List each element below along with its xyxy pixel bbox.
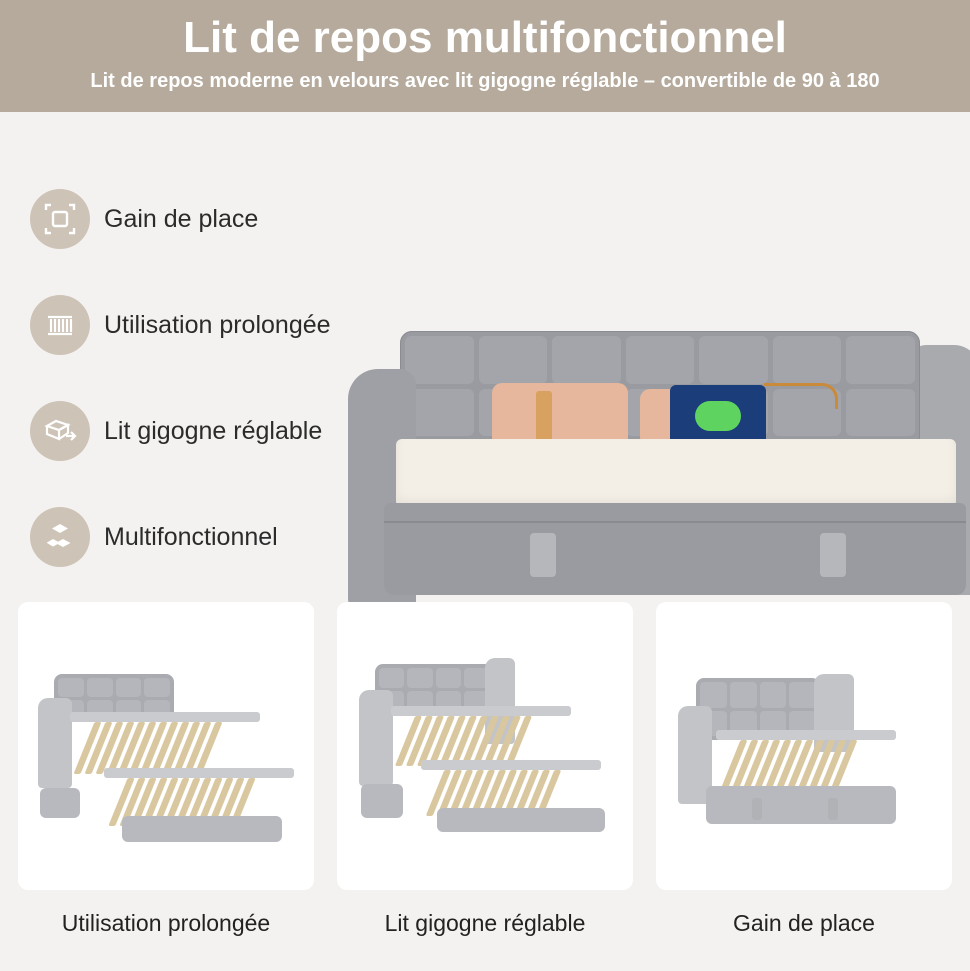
mini-frame-mid <box>104 768 294 778</box>
trundle-bed-icon <box>30 401 90 461</box>
feature-item-multifonctionnel <box>30 498 390 576</box>
mini-base <box>437 808 605 832</box>
feature-label: Multifonctionnel <box>104 522 278 551</box>
card-image-trundle <box>337 602 633 890</box>
page-title: Lit de repos multifonctionnel <box>183 13 787 63</box>
card-image-extended <box>18 602 314 890</box>
feature-label: Gain de place <box>104 204 259 233</box>
hero-section <box>0 112 970 602</box>
feature-item-lit-gigogne <box>30 392 390 470</box>
card-utilisation-prolongee <box>18 602 314 971</box>
card-image-compact <box>656 602 952 890</box>
mini-foot-left <box>361 784 403 818</box>
mini-frame-mid <box>421 760 601 770</box>
feature-label: Lit gigogne réglable <box>104 416 323 445</box>
mini-base <box>706 786 896 824</box>
page-subtitle: Lit de repos moderne en velours avec lit gigogne réglable – convertible de 90 à 180 <box>90 69 880 92</box>
mini-slats-upper <box>395 716 532 766</box>
feature-item-gain-de-place <box>30 180 390 258</box>
drawer-seam <box>384 521 966 523</box>
page-header <box>0 0 970 112</box>
bed-base-drawer <box>384 503 966 595</box>
mini-frame-top <box>70 712 260 722</box>
card-caption: Gain de place <box>733 910 875 936</box>
mini-slats <box>719 740 857 792</box>
drawer-handle-left <box>530 533 556 577</box>
card-caption: Utilisation prolongée <box>61 910 271 936</box>
mini-tufting <box>700 682 816 736</box>
space-saving-icon <box>30 189 90 249</box>
mini-base <box>122 816 282 842</box>
feature-list <box>30 180 390 602</box>
feature-item-utilisation-prolongee <box>30 286 390 364</box>
card-caption: Lit gigogne réglable <box>384 910 586 936</box>
mini-drawer-handle-left <box>752 798 762 820</box>
mini-arm-left <box>359 690 393 786</box>
tablet-screen <box>695 401 741 431</box>
mini-slats-upper <box>73 722 222 774</box>
slats-icon <box>30 295 90 355</box>
mini-frame-top <box>391 706 571 716</box>
mini-drawer-handle-right <box>828 798 838 820</box>
blocks-icon <box>30 507 90 567</box>
mini-frame-top <box>716 730 896 740</box>
tablet-device <box>670 385 766 447</box>
hero-product-image <box>340 327 970 602</box>
card-lit-gigogne-reglable <box>337 602 633 971</box>
mini-foot-left <box>40 788 80 818</box>
mini-tufting <box>379 668 489 710</box>
card-gain-de-place <box>656 602 952 971</box>
drawer-handle-right <box>820 533 846 577</box>
bed-mattress <box>396 439 956 507</box>
feature-label: Utilisation prolongée <box>104 310 331 339</box>
mini-arm-left <box>38 698 72 788</box>
charging-cord <box>764 383 838 409</box>
feature-cards-row <box>0 602 970 971</box>
